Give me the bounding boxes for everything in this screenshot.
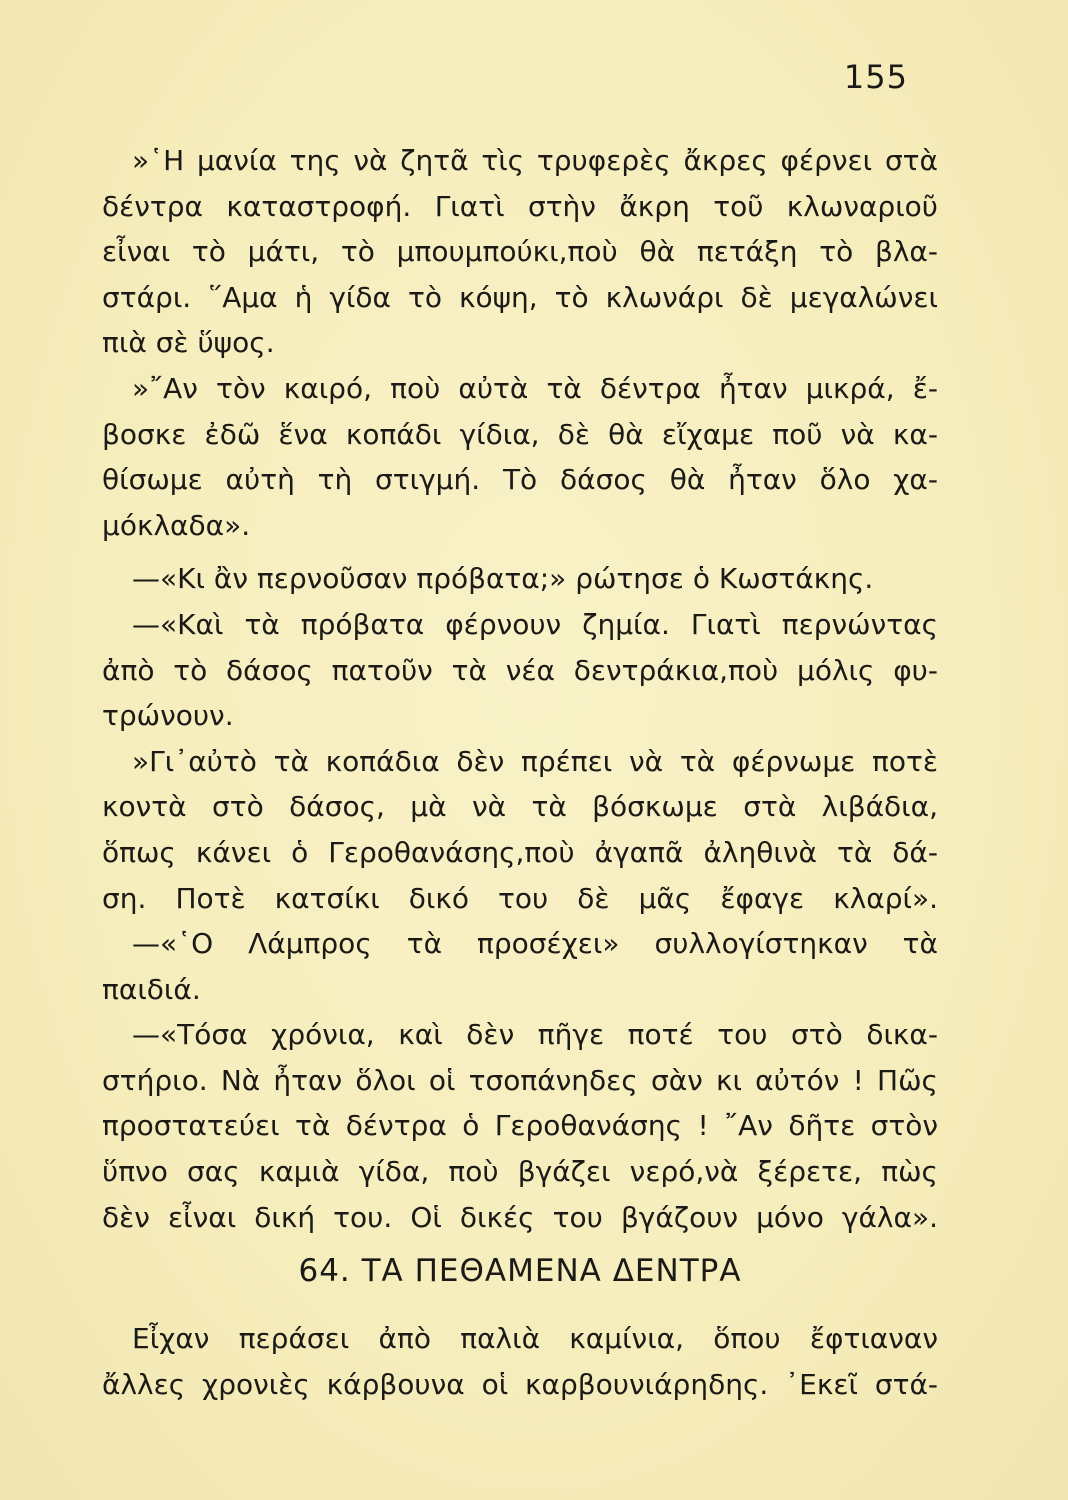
paragraph <box>102 366 938 548</box>
text-line: δέντρα καταστροφή. Γιατὶ στὴν ἄκρη τοῦ κλωναριοῦ <box>102 189 938 223</box>
text-line: στήριο. Νὰ ἦταν ὅλοι οἱ τσοπάνηδες σὰν κι αὐτόν ! Πῶς <box>102 1063 938 1097</box>
text-line: —«Κι ἂν περνοῦσαν πρόβατα;» ρώτησε ὁ Κωστάκης. <box>132 562 874 596</box>
paragraph <box>102 921 938 1012</box>
text-line: ὕπνο σας καμιὰ γίδα, ποὺ βγάζει νερό,νὰ ξέρετε, πὼς <box>102 1155 938 1189</box>
text-line: εἶναι τὸ μάτι, τὸ μπουμπούκι,ποὺ θὰ πετάξη τὸ βλα- <box>102 235 938 269</box>
paragraph <box>102 556 938 602</box>
paragraph <box>102 739 938 921</box>
paragraph <box>102 138 938 366</box>
paragraph <box>102 1012 938 1240</box>
text-line: »῾Η μανία της νὰ ζητᾶ τὶς τρυφερὲς ἄκρες φέρνει στὰ <box>132 144 938 177</box>
section-body-text <box>102 1316 938 1407</box>
text-line: —«῾Ο Λάμπρος τὰ προσέχει» συλλογίστηκαν τὰ <box>132 927 938 961</box>
text-line: ὅπως κάνει ὁ Γεροθανάσης,ποὺ ἀγαπᾶ ἀληθινὰ τὰ δά- <box>102 835 938 869</box>
section-heading: 64. ΤΑ ΠΕΘΑΜΕΝΑ ΔΕΝΤΡΑ <box>298 1253 742 1289</box>
text-line: στάρι. ῞Αμα ἡ γίδα τὸ κόψη, τὸ κλωνάρι δὲ μεγαλώνει <box>102 280 938 314</box>
text-line: κοντὰ στὸ δάσος, μὰ νὰ τὰ βόσκωμε στὰ λιβάδια, <box>102 790 938 824</box>
text-line: προστατεύει τὰ δέντρα ὁ Γεροθανάσης ! ῎Αν δῆτε στὸν <box>102 1109 938 1143</box>
text-line: —«Καὶ τὰ πρόβατα φέρνουν ζημία. Γιατὶ περνώντας <box>132 607 938 641</box>
paragraph <box>102 602 938 739</box>
text-line: πιὰ σὲ ὕψος. <box>102 326 275 360</box>
page-number: 155 <box>843 58 908 96</box>
text-line: θίσωμε αὐτὴ τὴ στιγμή. Τὸ δάσος θὰ ἦταν ὅλο χα- <box>102 463 938 497</box>
text-line: »Γι᾿αὐτὸ τὰ κοπάδια δὲν πρέπει νὰ τὰ φέρνωμε ποτὲ <box>132 744 938 778</box>
text-line: Εἶχαν περάσει ἀπὸ παλιὰ καμίνια, ὅπου ἔφτιαναν <box>132 1322 938 1355</box>
text-line: δὲν εἶναι δική του. Οἱ δικές του βγάζουν μόνο γάλα». <box>102 1200 938 1234</box>
text-line: βοσκε ἐδῶ ἕνα κοπάδι γίδια, δὲ θὰ εἴχαμε ποῦ νὰ κα- <box>102 417 938 451</box>
text-line: »῎Αν τὸν καιρό, ποὺ αὐτὰ τὰ δέντρα ἦταν μικρά, ἔ- <box>132 371 938 405</box>
text-line: μόκλαδα». <box>102 508 251 542</box>
text-line: ἄλλες χρονιὲς κάρβουνα οἱ καρβουνιάρηδης. ᾿Εκεῖ στά- <box>102 1367 938 1401</box>
text-line: τρώνουν. <box>102 699 234 733</box>
text-line: παιδιά. <box>102 972 201 1006</box>
text-line: ση. Ποτὲ κατσίκι δικό του δὲ μᾶς ἔφαγε κλαρί». <box>102 881 938 915</box>
text-line: —«Τόσα χρόνια, καὶ δὲν πῆγε ποτέ του στὸ δικα- <box>132 1018 938 1052</box>
text-line: ἀπὸ τὸ δάσος πατοῦν τὰ νέα δεντράκια,ποὺ μόλις φυ- <box>102 653 938 687</box>
body-text <box>102 138 938 1240</box>
